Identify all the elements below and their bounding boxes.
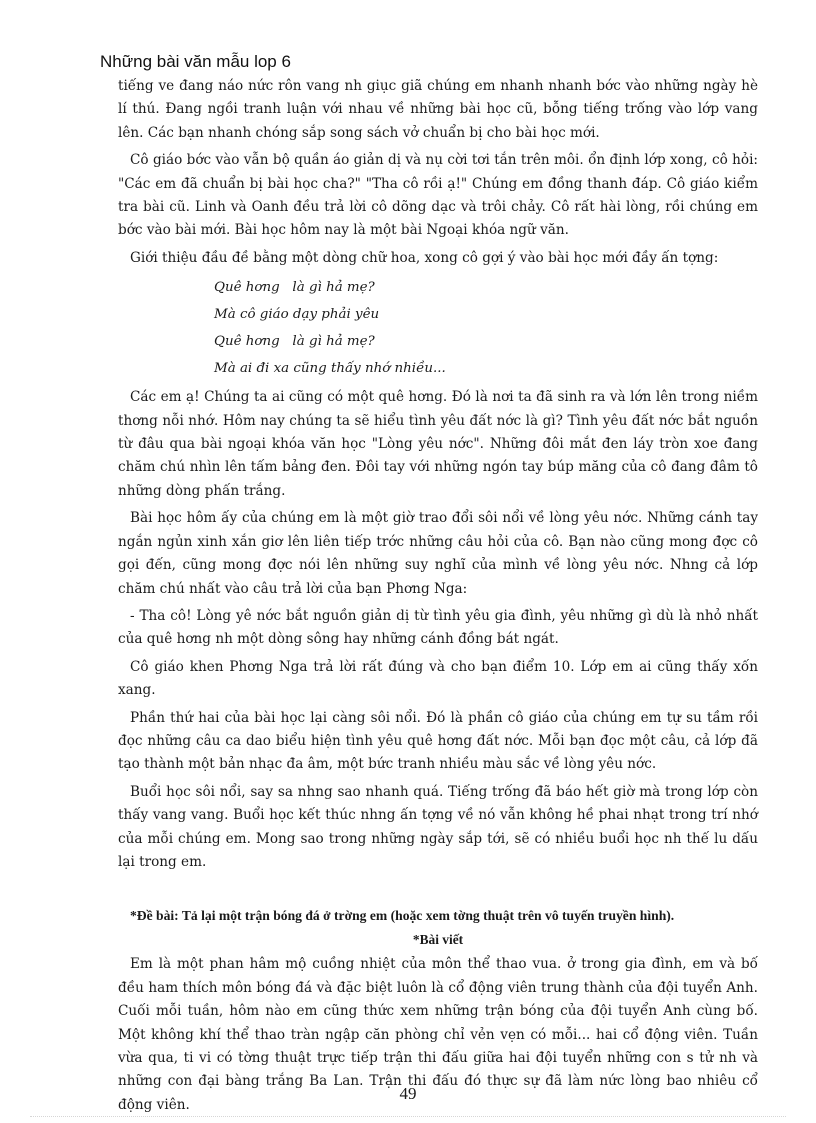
essay-heading: *Bài viết bbox=[412, 932, 464, 948]
poem bbox=[214, 274, 758, 382]
essay-paragraph: Em là một phan hâm mộ cuồng nhiệt của môn thể thao vua. ở trong gia đình, em và bố đều ham thích môn bóng đá và đặc biệt luôn là cổ động viên trung thành của đội tuyển Anh. Cuối mỗi tuần, hôm nào em cũng thức xem những trận bóng của đội tuyển Anh cùng bố. Một không khí thể thao tràn ngập căn phòng chỉ vẻn vẹn có mỗi... hai cổ động viên. Tuần vừa qua, ti vi có tờng thuật trực tiếp trận thi đấu giữa hai đội tuyển những con s tử nh và những con đại bàng trắng Ba Lan. Trận thi đấu đó thực sự đã làm nức lòng bao nhiêu cổ động viên. bbox=[118, 956, 758, 1113]
paragraph: Cô giáo khen Phơng Nga trả lời rất đúng và cho bạn điểm 10. Lớp em ai cũng thấy xốn xang. bbox=[118, 658, 758, 699]
paragraph: Buổi học sôi nổi, say sa nhng sao nhanh quá. Tiếng trống đã báo hết giờ mà trong lớp còn thấy vang vang. Buổi học kết thúc nhng ấn tợng về nó vẫn không hề phai nhạt trong trí nhớ của mỗi chúng em. Mong sao trong những ngày sắp tới, sẽ có nhiều buổi học nh thế lu dấu lại trong em. bbox=[118, 783, 758, 870]
paragraph: Các em ạ! Chúng ta ai cũng có một quê hơng. Đó là nơi ta đã sinh ra và lớn lên trong niềm thơng nỗi nhớ. Hôm nay chúng ta sẽ hiểu tình yêu đất nớc là gì? Tình yêu đất nớc bắt nguồn từ đâu qua bài ngoại khóa văn học "Lòng yêu nớc". Những đôi mắt đen láy tròn xoe đang chăm chú nhìn lên tấm bảng đen. Đôi tay với những ngón tay búp măng của cô đang đâm tô những dòng phấn trắng. bbox=[118, 389, 758, 499]
paragraph: Bài học hôm ấy của chúng em là một giờ trao đổi sôi nổi về lòng yêu nớc. Những cánh tay ngắn ngủn xinh xắn giơ lên liên tiếp trớc những câu hỏi của cô. Bạn nào cũng mong đợc cô gọi đến, cũng mong đợc nói lên những suy nghĩ của mình về lòng yêu nớc. Nhng cả lớp chăm chú nhất vào câu trả lời của bạn Phơng Nga: bbox=[118, 510, 758, 597]
paragraph: tiếng ve đang náo nức rôn vang nh giục giã chúng em nhanh nhanh bớc vào những ngày hè lí thú. Đang ngồi tranh luận với nhau về những bài học cũ, bỗng tiếng trống vào lớp vang lên. Các bạn nhanh chóng sắp song sách vở chuẩn bị cho bài học mới. bbox=[118, 78, 758, 141]
paragraph: Cô giáo bớc vào vẫn bộ quần áo giản dị và nụ cời tơi tắn trên môi. ổn định lớp xong, cô hỏi: "Các em đã chuẩn bị bài học cha?" "Tha cô rồi ạ!" Chúng em đồng thanh đáp. Cô giáo kiểm tra bài cũ. Linh và Oanh đều trả lời cô dõng dạc và trôi chảy. Cô rất hài lòng, rồi chúng em bớc vào bài mới. Bài học hôm nay là một bài Ngoại khóa ngữ văn. bbox=[118, 152, 758, 239]
paragraph: Phần thứ hai của bài học lại càng sôi nổi. Đó là phần cô giáo của chúng em tự su tầm rồi đọc những câu ca dao biểu hiện tình yêu quê hơng đất nớc. Mỗi bạn đọc một câu, cả lớp đã tạo thành một bản nhạc đa âm, một bức tranh nhiều màu sắc về lòng yêu nớc. bbox=[118, 709, 758, 773]
poem-line: Quê hơng là gì hả mẹ? bbox=[214, 334, 375, 350]
page-header: Những bài văn mẫu lop 6 bbox=[100, 52, 291, 71]
paragraph: Giới thiệu đầu đề bằng một dòng chữ hoa, xong cô gợi ý vào bài học mới đầy ấn tợng: bbox=[130, 249, 719, 266]
paragraph: - Tha cô! Lòng yê nớc bắt nguồn giản dị từ tình yêu gia đình, yêu những gì dù là nhỏ nhất của quê hơng nh một dòng sông hay những cánh đồng bát ngát. bbox=[118, 607, 758, 648]
page-divider bbox=[30, 1116, 786, 1117]
essay-topic: *Đề bài: Tả lại một trận bóng đá ở trờng em (hoặc xem tờng thuật trên vô tuyến truyền hình). bbox=[130, 908, 675, 924]
page-number: 49 bbox=[399, 1084, 417, 1103]
document-body bbox=[118, 75, 758, 1117]
poem-line: Mà cô giáo dạy phải yêu bbox=[214, 307, 380, 323]
poem-line: Quê hơng là gì hả mẹ? bbox=[214, 280, 375, 296]
poem-line: Mà ai đi xa cũng thấy nhớ nhiều... bbox=[214, 361, 446, 377]
